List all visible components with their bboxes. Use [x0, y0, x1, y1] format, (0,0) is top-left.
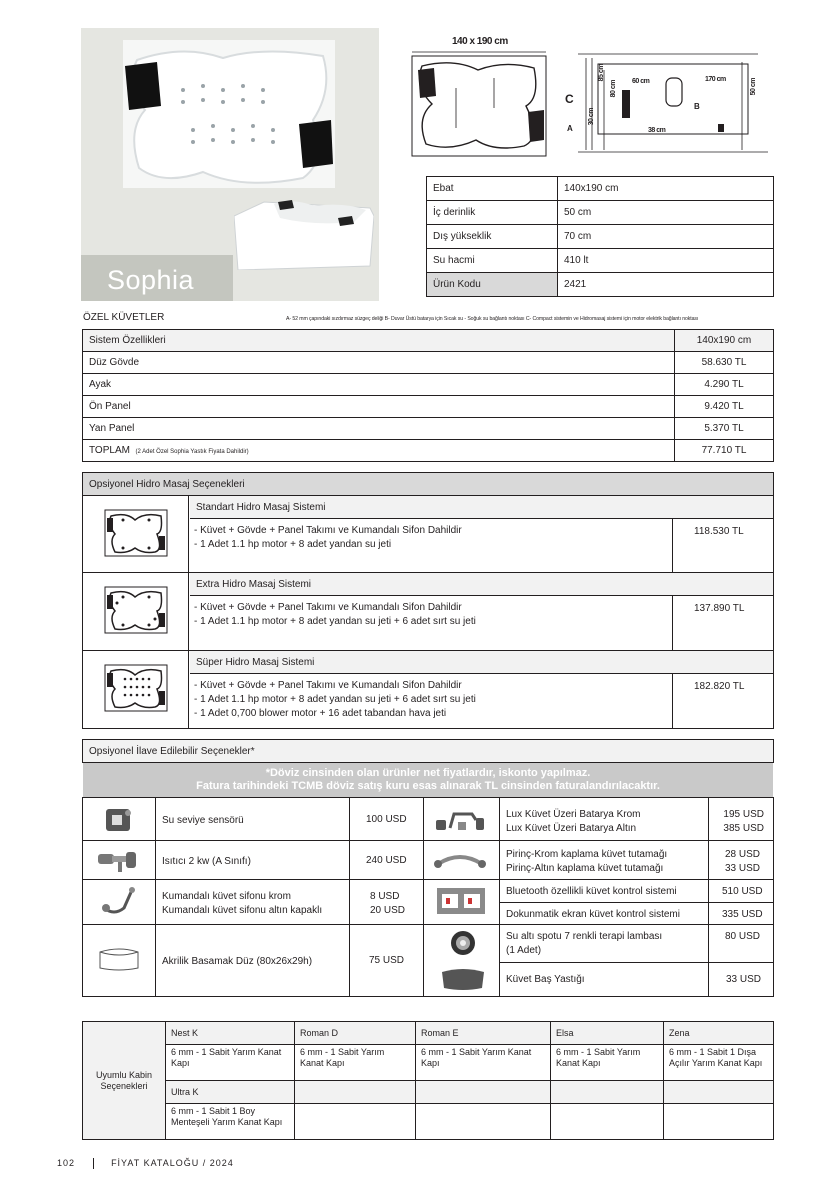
footer [57, 1158, 234, 1169]
divider [672, 673, 673, 729]
cabin-desc: 6 mm - 1 Sabit Yarım Kanat Kapı [551, 1045, 664, 1081]
cabin-desc-row [83, 1045, 774, 1081]
hydro-extra-name-row [190, 573, 773, 596]
hydro-extra-diagram-cell [82, 572, 189, 651]
divider [82, 879, 423, 880]
cabin-desc: 6 mm - 1 Sabit 1 Dışa Açılır Yarım Kanat Kapı [664, 1045, 774, 1081]
hydro-super-name-row [190, 651, 773, 674]
dim-mark-6: 30 cm [588, 108, 595, 126]
divider [499, 902, 774, 903]
hydro-standard-name-row [190, 496, 773, 519]
cabin-desc: 6 mm - 1 Sabit Yarım Kanat Kapı [295, 1045, 416, 1081]
bath-grip-handle-icon [432, 848, 488, 872]
spec-row: Ebat 140x190 cm [427, 177, 774, 201]
price-table [82, 329, 774, 462]
label-c: C [565, 92, 574, 106]
bath-pillow-icon [440, 966, 486, 992]
hydro-super-name: Süper Hidro Masaj Sistemi [196, 657, 315, 668]
addon-touchscreen-price: 335 USD [722, 909, 763, 920]
cabin-name: Elsa [551, 1022, 664, 1045]
total-value: 77.710 TL [675, 440, 774, 462]
price-total-row [83, 440, 774, 462]
divider [423, 797, 424, 997]
cabin-header-row-2 [83, 1081, 774, 1104]
divider [499, 962, 774, 963]
addons-header: Opsiyonel İlave Edilebilir Seçenekler* [82, 739, 774, 763]
divider [423, 840, 774, 841]
addon-light-price: 80 USD [725, 931, 761, 942]
cabin-name: Roman E [416, 1022, 551, 1045]
price-header-row: Sistem Özellikleri 140x190 cm [83, 330, 774, 352]
cabin-name: Ultra K [166, 1081, 295, 1104]
dim-mark-1: 170 cm [705, 76, 726, 83]
spec-table [426, 176, 774, 297]
addon-heater-name: Isıtıcı 2 kw (A Sınıfı) [162, 856, 251, 867]
dim-mark-3: 38 cm [648, 127, 666, 134]
cabin-name: Nest K [166, 1022, 295, 1045]
price-row: Ön Panel 9.420 TL [83, 396, 774, 418]
addon-bluetooth-name: Bluetooth özellikli küvet kontrol sistemi [506, 886, 677, 897]
divider [349, 797, 350, 997]
cabin-desc: 6 mm - 1 Sabit Yarım Kanat Kapı [416, 1045, 551, 1081]
addon-faucet-prices: 195 USD 385 USD [723, 809, 764, 834]
hydro-standard-diagram-cell [82, 495, 189, 573]
addon-grip-prices: 28 USD 33 USD [724, 849, 760, 874]
control-panel-icon [436, 886, 486, 916]
page-number: 102 [57, 1158, 76, 1168]
hydro-super-diagram [83, 651, 188, 727]
divider [708, 797, 709, 997]
compatible-cabins-table [82, 1021, 774, 1140]
addon-water-sensor-name: Su seviye sensörü [162, 815, 244, 826]
label-a: A [567, 124, 573, 133]
water-level-sensor-icon [100, 805, 136, 835]
divider [155, 797, 156, 997]
addon-heater-price: 240 USD [366, 855, 407, 866]
spec-row: İç derinlik 50 cm [427, 201, 774, 225]
bath-faucet-icon [432, 806, 488, 834]
divider [423, 924, 774, 925]
dim-mark-4: 85 cm [598, 64, 605, 82]
hydro-extra-price: 137.890 TL [694, 603, 745, 614]
addon-water-sensor-price: 100 USD [366, 814, 407, 825]
spec-row: Dış yükseklik 70 cm [427, 225, 774, 249]
addon-pillow-price: 33 USD [726, 974, 762, 985]
total-note: (2 Adet Özel Sophia Yastık Fiyata Dahildir) [135, 449, 249, 455]
divider [672, 518, 673, 573]
cabin-desc: 6 mm - 1 Sabit Yarım Kanat Kapı [166, 1045, 295, 1081]
bathtub-top-view-photo [123, 40, 335, 188]
side-view-drawing [558, 50, 774, 162]
cabin-name: Roman D [295, 1022, 416, 1045]
addon-step-price: 75 USD [369, 955, 405, 966]
divider [423, 879, 774, 880]
drawing-size-label: 140 x 190 cm [452, 36, 508, 47]
price-row: Ayak 4.290 TL [83, 374, 774, 396]
hydro-standard-diagram [83, 496, 188, 572]
cabin-name: Zena [664, 1022, 774, 1045]
addon-touchscreen-name: Dokunmatik ekran küvet kontrol sistemi [506, 909, 680, 920]
heater-icon [96, 846, 142, 874]
hydro-super-desc: - Küvet + Gövde + Panel Takımı ve Kumandalı Sifon Dahildir - 1 Adet 1.1 hp motor + 8 adet yandan su jeti + 6 adet sırt su jeti - 1 Adet 0,700 blower motor + 16 adet tabandan hava jeti [194, 680, 476, 719]
hydro-section-header: Opsiyonel Hidro Masaj Seçenekleri [82, 472, 774, 496]
label-b: B [694, 102, 700, 111]
dim-mark-7: 50 cm [750, 78, 757, 96]
hydro-standard-name: Standart Hidro Masaj Sistemi [196, 502, 326, 513]
price-row: Düz Gövde 58.630 TL [83, 352, 774, 374]
addon-step-name: Akrilik Basamak Düz (80x26x29h) [162, 956, 313, 967]
bathtub-side-view-photo [234, 196, 374, 270]
hydro-super-diagram-cell [82, 650, 189, 729]
dim-mark-2: 60 cm [632, 78, 650, 85]
footer-divider [93, 1158, 94, 1169]
price-row: Yan Panel 5.370 TL [83, 418, 774, 440]
drawing-notes: A- 52 mm çapındaki sızdırmaz süzgeç deliği B- Duvar Üstü batarya için Sıcak su - Soğuk su bağlantı noktası C- Compact sistemin ve Hidromasaj sistemi için motor elektrik bağlantı noktası [286, 316, 699, 322]
addon-siphon-names: Kumandalı küvet sifonu krom Kumandalı küvet sifonu altın kapaklı [162, 891, 323, 916]
divider [672, 595, 673, 651]
currency-notice: *Döviz cinsinden olan ürünler net fiyatlardır, iskonto yapılmaz. Fatura tarihindeki TCMB döviz satış kuru esas alınarak TL cinsinden faturalandırılacaktır. [83, 763, 773, 797]
divider [82, 924, 423, 925]
dim-mark-5: 80 cm [610, 80, 617, 98]
addon-grip-names: Pirinç-Krom kaplama küvet tutamağı Pirinç-Altın kaplama küvet tutamağı [506, 849, 668, 874]
cabin-desc: 6 mm - 1 Sabit 1 Boy Menteşeli Yarım Kanat Kapı [166, 1104, 295, 1140]
divider [82, 840, 423, 841]
section-title: ÖZEL KÜVETLER [83, 312, 165, 323]
spec-row: Su hacmi 410 lt [427, 249, 774, 273]
hydro-extra-desc: - Küvet + Gövde + Panel Takımı ve Kumandalı Sifon Dahildir - 1 Adet 1.1 hp motor + 8 adet yandan su jeti + 6 adet sırt su jeti [194, 602, 476, 627]
addon-light-names: Su altı spotu 7 renkli terapi lambası (1 Adet) [506, 931, 663, 956]
hydro-extra-diagram [83, 573, 188, 649]
total-label: TOPLAM [89, 445, 130, 456]
plan-view-drawing [404, 48, 554, 160]
divider [499, 797, 500, 997]
cabin-desc-row-2 [83, 1104, 774, 1140]
addon-bluetooth-price: 510 USD [722, 886, 763, 897]
spec-row-product-code: Ürün Kodu 2421 [427, 273, 774, 297]
hydro-super-price: 182.820 TL [694, 681, 745, 692]
hydro-extra-name: Extra Hidro Masaj Sistemi [196, 579, 312, 590]
model-name: Sophia [81, 255, 233, 301]
addon-pillow-name: Küvet Baş Yastığı [506, 974, 585, 985]
addon-faucet-names: Lux Küvet Üzeri Batarya Krom Lux Küvet Üzeri Batarya Altın [506, 809, 641, 834]
underwater-light-icon [448, 928, 478, 958]
acrylic-step-icon [96, 944, 142, 974]
hydro-standard-price: 118.530 TL [694, 526, 744, 537]
cabin-label: Uyumlu Kabin Seçenekleri [83, 1022, 166, 1140]
hydro-standard-desc: - Küvet + Gövde + Panel Takımı ve Kumandalı Sifon Dahildir - 1 Adet 1.1 hp motor + 8 adet yandan su jeti [194, 525, 462, 550]
drain-siphon-icon [100, 886, 140, 918]
cabin-header-row [83, 1022, 774, 1045]
catalog-title: FİYAT KATALOĞU / 2024 [111, 1158, 234, 1168]
addon-siphon-prices: 8 USD 20 USD [370, 891, 406, 916]
